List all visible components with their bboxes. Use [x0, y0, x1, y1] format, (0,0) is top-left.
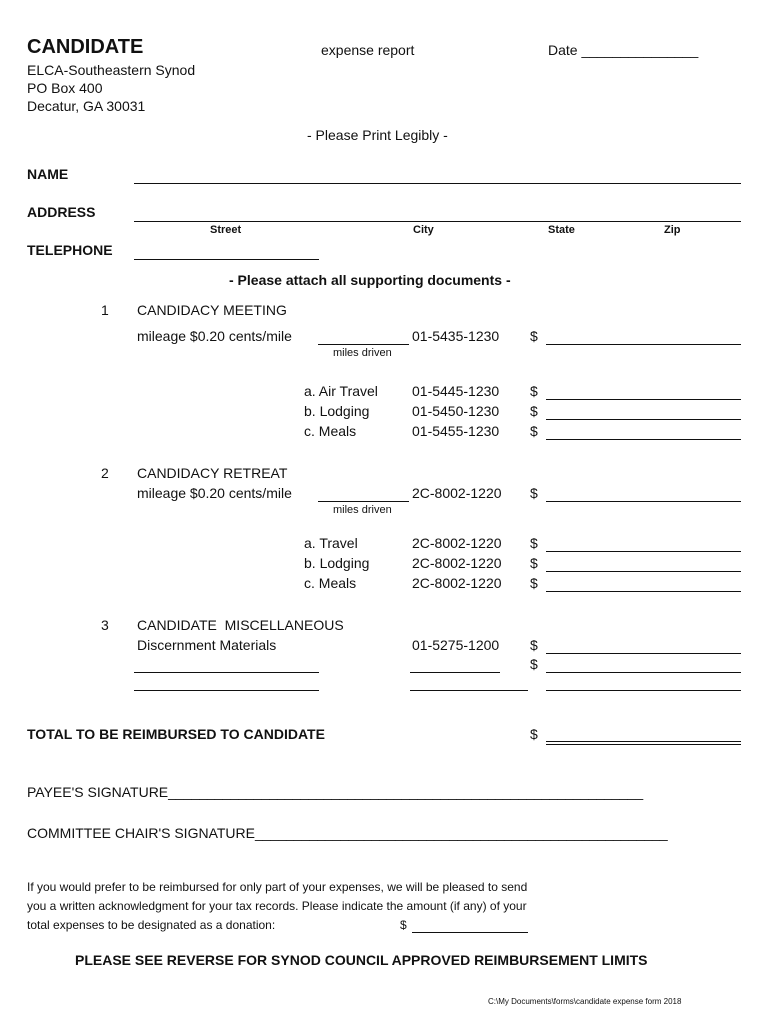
amount-input-line[interactable]: [546, 672, 741, 673]
misc-item-input-line[interactable]: [134, 672, 319, 673]
account-code: 2C-8002-1220: [412, 555, 502, 571]
item-label: b. Lodging: [304, 555, 370, 571]
section-title: CANDIDACY RETREAT: [137, 465, 288, 481]
form-title: CANDIDATE: [27, 36, 144, 58]
account-code: 01-5455-1230: [412, 423, 500, 439]
date-field[interactable]: Date _______________: [548, 42, 699, 58]
amount-input-line[interactable]: [546, 653, 741, 654]
item-label: Discernment Materials: [137, 637, 277, 653]
name-label: NAME: [27, 166, 69, 182]
chair-signature-field[interactable]: COMMITTEE CHAIR'S SIGNATURE_____________________________________________________: [27, 825, 668, 841]
miles-input-line[interactable]: [318, 344, 409, 345]
account-code: 01-5450-1230: [412, 403, 500, 419]
dollar-sign: $: [530, 423, 538, 439]
dollar-sign: $: [530, 403, 538, 419]
donation-dollar-sign: $: [400, 918, 407, 932]
donation-input-line[interactable]: [412, 932, 528, 933]
misc-item-input-line[interactable]: [134, 690, 319, 691]
item-label: a. Travel: [304, 535, 358, 551]
telephone-label: TELEPHONE: [27, 242, 113, 258]
dollar-sign: $: [530, 328, 538, 344]
section-title: CANDIDACY MEETING: [137, 302, 287, 318]
zip-label: Zip: [664, 224, 681, 236]
amount-input-line[interactable]: [546, 439, 741, 440]
dollar-sign: $: [530, 637, 538, 653]
total-input-line[interactable]: [546, 741, 741, 745]
account-code: 01-5445-1230: [412, 383, 500, 399]
miles-driven-label: miles driven: [333, 347, 392, 359]
dollar-sign: $: [530, 555, 538, 571]
account-code: 2C-8002-1220: [412, 535, 502, 551]
amount-input-line[interactable]: [546, 571, 741, 572]
attach-note: - Please attach all supporting documents -: [229, 272, 511, 288]
address-input-line[interactable]: [134, 221, 741, 222]
section-number: 3: [101, 617, 109, 633]
account-code: 01-5435-1230: [412, 328, 500, 344]
note-line: If you would prefer to be reimbursed for only part of your expenses, we will be pleased to send: [27, 880, 528, 894]
dollar-sign: $: [530, 383, 538, 399]
amount-input-line[interactable]: [546, 399, 741, 400]
dollar-sign: $: [530, 726, 538, 742]
section-number: 2: [101, 465, 109, 481]
dollar-sign: $: [530, 485, 538, 501]
misc-code-input-line[interactable]: [410, 672, 500, 673]
note-line: total expenses to be designated as a donation:: [27, 918, 276, 932]
amount-input-line[interactable]: [546, 419, 741, 420]
payee-signature-field[interactable]: PAYEE'S SIGNATURE_____________________________________________________________: [27, 784, 644, 800]
reverse-note: PLEASE SEE REVERSE FOR SYNOD COUNCIL APPROVED REIMBURSEMENT LIMITS: [75, 952, 648, 968]
section-number: 1: [101, 302, 109, 318]
item-label: b. Lodging: [304, 403, 370, 419]
item-label: c. Meals: [304, 575, 357, 591]
amount-input-line[interactable]: [546, 591, 741, 592]
state-label: State: [548, 224, 575, 236]
street-label: Street: [210, 224, 242, 236]
city-label: City: [413, 224, 434, 236]
account-code: 2C-8002-1220: [412, 575, 502, 591]
org-name: ELCA-Southeastern Synod: [27, 62, 196, 78]
miles-input-line[interactable]: [318, 501, 409, 502]
org-city: Decatur, GA 30031: [27, 98, 146, 114]
miles-driven-label: miles driven: [333, 504, 392, 516]
note-line: you a written acknowledgment for your tax records. Please indicate the amount (if any) of your: [27, 899, 527, 913]
item-label: c. Meals: [304, 423, 357, 439]
print-note: - Please Print Legibly -: [307, 127, 448, 143]
footer-file-path: C:\My Documents\forms\candidate expense form 2018: [488, 997, 682, 1006]
item-label: a. Air Travel: [304, 383, 378, 399]
name-input-line[interactable]: [134, 183, 741, 184]
telephone-input-line[interactable]: [134, 259, 319, 260]
amount-input-line[interactable]: [546, 344, 741, 345]
mileage-label: mileage $0.20 cents/mile: [137, 485, 292, 501]
form-subtitle: expense report: [321, 42, 415, 58]
account-code: 01-5275-1200: [412, 637, 500, 653]
org-po-box: PO Box 400: [27, 80, 103, 96]
amount-input-line[interactable]: [546, 690, 741, 691]
amount-input-line[interactable]: [546, 551, 741, 552]
dollar-sign: $: [530, 575, 538, 591]
mileage-label: mileage $0.20 cents/mile: [137, 328, 292, 344]
amount-input-line[interactable]: [546, 501, 741, 502]
address-label: ADDRESS: [27, 204, 96, 220]
section-title: CANDIDATE MISCELLANEOUS: [137, 617, 344, 633]
account-code: 2C-8002-1220: [412, 485, 502, 501]
dollar-sign: $: [530, 656, 538, 672]
total-label: TOTAL TO BE REIMBURSED TO CANDIDATE: [27, 726, 325, 742]
misc-code-input-line[interactable]: [410, 690, 528, 691]
dollar-sign: $: [530, 535, 538, 551]
